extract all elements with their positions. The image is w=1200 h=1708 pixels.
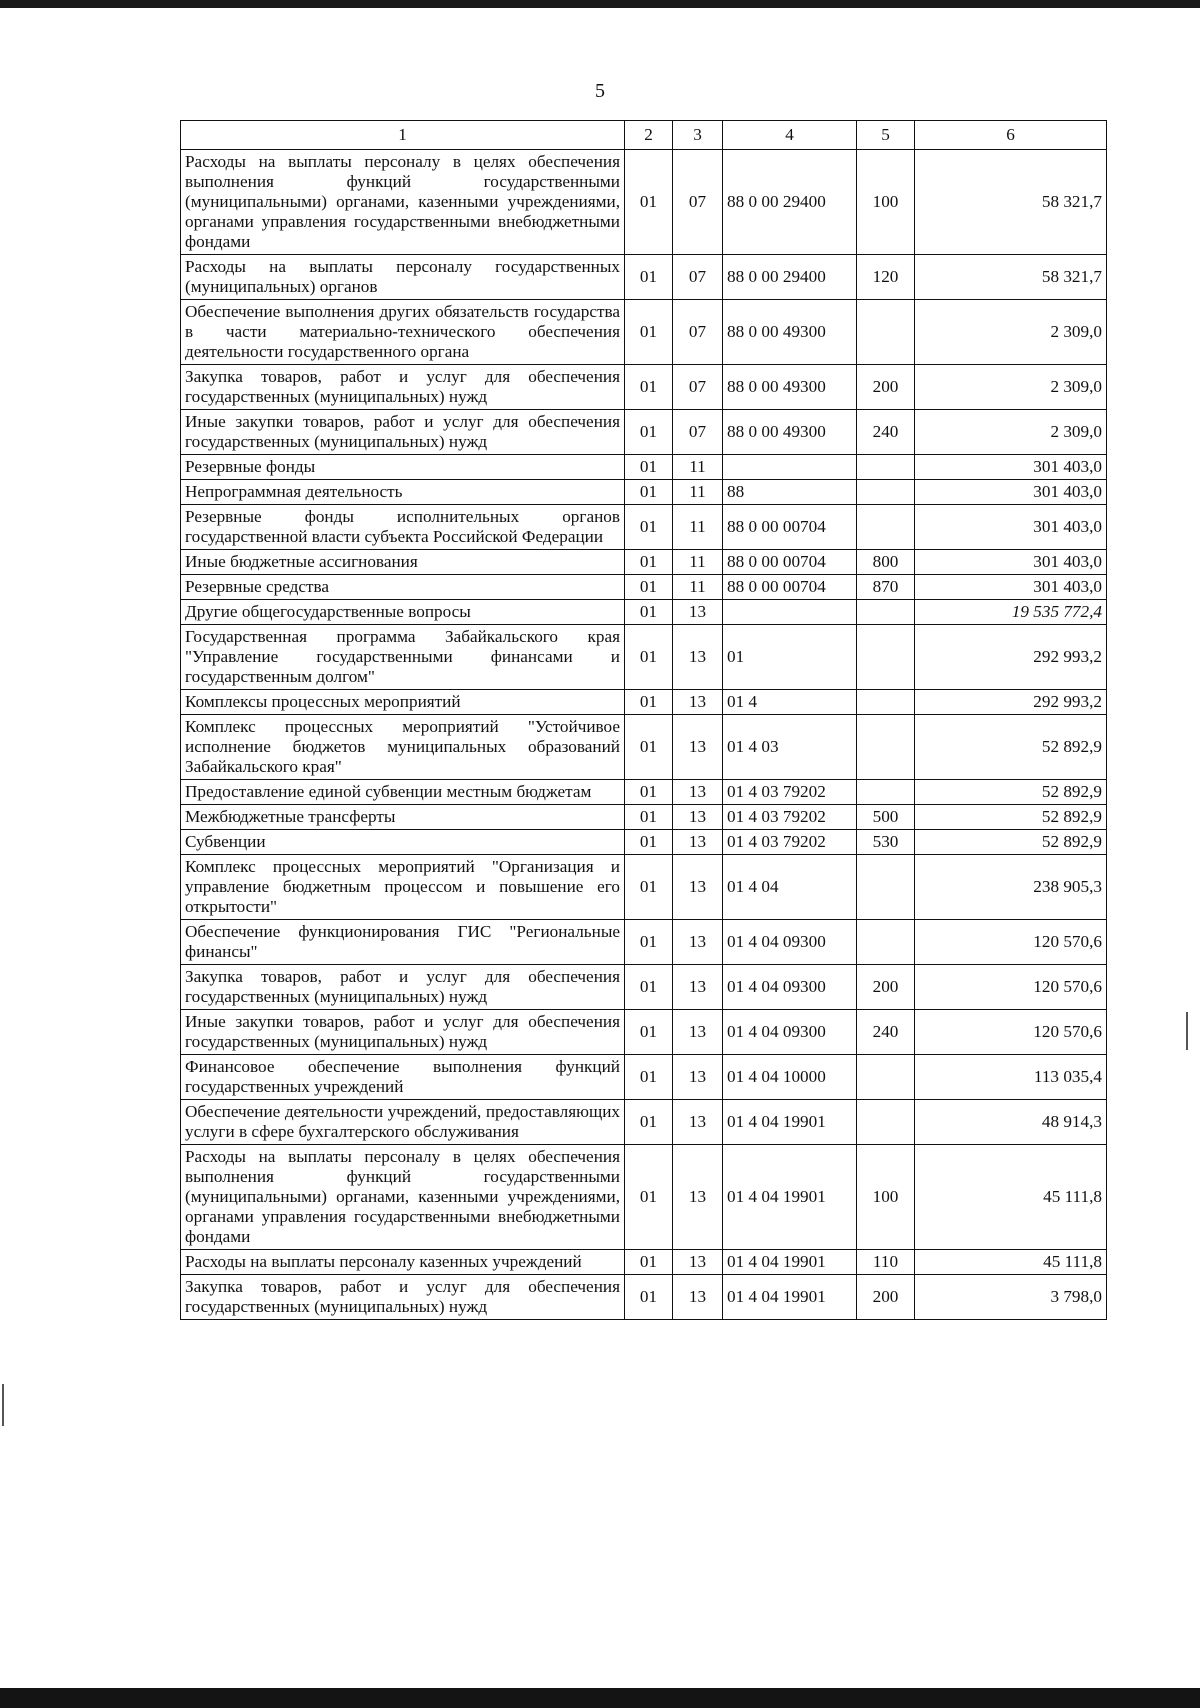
row-subsection: 07 — [673, 365, 723, 410]
row-expense-type: 100 — [857, 1145, 915, 1250]
row-amount: 238 905,3 — [915, 855, 1107, 920]
row-name: Закупка товаров, работ и услуг для обеспечения государственных (муниципальных) нужд — [181, 965, 625, 1010]
row-amount: 2 309,0 — [915, 410, 1107, 455]
row-amount: 52 892,9 — [915, 830, 1107, 855]
row-expense-type — [857, 690, 915, 715]
row-target-code: 88 0 00 00704 — [723, 550, 857, 575]
row-expense-type — [857, 715, 915, 780]
row-subsection: 13 — [673, 830, 723, 855]
table-row — [181, 830, 1107, 855]
row-subsection: 07 — [673, 300, 723, 365]
row-section: 01 — [625, 365, 673, 410]
row-name: Государственная программа Забайкальского края "Управление государственными финансами и государственным долгом" — [181, 625, 625, 690]
table-row — [181, 365, 1107, 410]
row-amount: 52 892,9 — [915, 805, 1107, 830]
row-name: Расходы на выплаты персоналу в целях обеспечения выполнения функций государственными (муниципальными) органами, казенными учреждениями, органами управления государственными внебюджетными фондами — [181, 150, 625, 255]
row-subsection: 13 — [673, 690, 723, 715]
row-expense-type — [857, 480, 915, 505]
header-col-4: 4 — [723, 121, 857, 150]
table-row — [181, 1250, 1107, 1275]
row-name: Обеспечение деятельности учреждений, предоставляющих услуги в сфере бухгалтерского обслуживания — [181, 1100, 625, 1145]
row-amount: 301 403,0 — [915, 480, 1107, 505]
table-row — [181, 715, 1107, 780]
row-section: 01 — [625, 255, 673, 300]
table-row — [181, 965, 1107, 1010]
row-section: 01 — [625, 1010, 673, 1055]
table-row — [181, 150, 1107, 255]
row-name: Иные бюджетные ассигнования — [181, 550, 625, 575]
row-name: Обеспечение выполнения других обязательств государства в части материально-технического обеспечения деятельности государственного органа — [181, 300, 625, 365]
row-target-code: 88 0 00 00704 — [723, 575, 857, 600]
row-amount: 292 993,2 — [915, 690, 1107, 715]
row-expense-type: 530 — [857, 830, 915, 855]
row-section: 01 — [625, 575, 673, 600]
row-section: 01 — [625, 480, 673, 505]
row-subsection: 11 — [673, 505, 723, 550]
row-expense-type: 110 — [857, 1250, 915, 1275]
row-amount: 52 892,9 — [915, 780, 1107, 805]
row-expense-type: 100 — [857, 150, 915, 255]
row-expense-type — [857, 780, 915, 805]
table-row — [181, 1010, 1107, 1055]
row-name: Предоставление единой субвенции местным бюджетам — [181, 780, 625, 805]
table-row — [181, 455, 1107, 480]
row-section: 01 — [625, 150, 673, 255]
row-target-code: 01 — [723, 625, 857, 690]
row-expense-type: 200 — [857, 1275, 915, 1320]
row-name: Иные закупки товаров, работ и услуг для обеспечения государственных (муниципальных) нужд — [181, 1010, 625, 1055]
row-section: 01 — [625, 455, 673, 480]
table-row — [181, 1145, 1107, 1250]
row-section: 01 — [625, 1100, 673, 1145]
row-name: Финансовое обеспечение выполнения функций государственных учреждений — [181, 1055, 625, 1100]
row-expense-type — [857, 505, 915, 550]
row-target-code: 88 0 00 00704 — [723, 505, 857, 550]
table-row — [181, 1275, 1107, 1320]
row-name: Резервные фонды исполнительных органов государственной власти субъекта Российской Федерации — [181, 505, 625, 550]
row-name: Межбюджетные трансферты — [181, 805, 625, 830]
row-expense-type — [857, 625, 915, 690]
row-name: Закупка товаров, работ и услуг для обеспечения государственных (муниципальных) нужд — [181, 1275, 625, 1320]
scan-border-top — [0, 0, 1200, 8]
row-section: 01 — [625, 625, 673, 690]
row-expense-type — [857, 600, 915, 625]
row-expense-type: 120 — [857, 255, 915, 300]
row-amount: 2 309,0 — [915, 365, 1107, 410]
row-subsection: 13 — [673, 1010, 723, 1055]
row-amount: 19 535 772,4 — [915, 600, 1107, 625]
table-row — [181, 690, 1107, 715]
row-target-code: 88 0 00 29400 — [723, 150, 857, 255]
table-row — [181, 505, 1107, 550]
table-body — [181, 150, 1107, 1320]
table-row — [181, 855, 1107, 920]
row-amount: 301 403,0 — [915, 550, 1107, 575]
row-section: 01 — [625, 805, 673, 830]
header-col-6: 6 — [915, 121, 1107, 150]
row-expense-type — [857, 455, 915, 480]
row-section: 01 — [625, 690, 673, 715]
header-col-1: 1 — [181, 121, 625, 150]
row-target-code: 01 4 — [723, 690, 857, 715]
row-section: 01 — [625, 1055, 673, 1100]
row-name: Субвенции — [181, 830, 625, 855]
scan-mark-right — [1186, 1012, 1188, 1050]
row-amount: 52 892,9 — [915, 715, 1107, 780]
row-subsection: 13 — [673, 855, 723, 920]
table-row — [181, 550, 1107, 575]
row-amount: 301 403,0 — [915, 505, 1107, 550]
row-subsection: 11 — [673, 550, 723, 575]
row-expense-type: 200 — [857, 965, 915, 1010]
row-section: 01 — [625, 715, 673, 780]
row-name: Закупка товаров, работ и услуг для обеспечения государственных (муниципальных) нужд — [181, 365, 625, 410]
row-amount: 301 403,0 — [915, 455, 1107, 480]
table-row — [181, 1055, 1107, 1100]
row-target-code: 01 4 03 79202 — [723, 830, 857, 855]
row-target-code: 01 4 04 — [723, 855, 857, 920]
row-subsection: 13 — [673, 1145, 723, 1250]
scan-mark-left — [2, 1384, 4, 1426]
row-target-code: 88 0 00 49300 — [723, 300, 857, 365]
row-name: Иные закупки товаров, работ и услуг для обеспечения государственных (муниципальных) нужд — [181, 410, 625, 455]
row-subsection: 13 — [673, 1250, 723, 1275]
row-subsection: 07 — [673, 255, 723, 300]
table-row — [181, 920, 1107, 965]
row-amount: 2 309,0 — [915, 300, 1107, 365]
row-section: 01 — [625, 965, 673, 1010]
row-subsection: 13 — [673, 780, 723, 805]
row-expense-type: 240 — [857, 1010, 915, 1055]
row-name: Расходы на выплаты персоналу казенных учреждений — [181, 1250, 625, 1275]
row-target-code — [723, 455, 857, 480]
row-subsection: 11 — [673, 480, 723, 505]
table-row — [181, 780, 1107, 805]
row-subsection: 13 — [673, 625, 723, 690]
row-subsection: 13 — [673, 1055, 723, 1100]
row-name: Расходы на выплаты персоналу в целях обеспечения выполнения функций государственными (муниципальными) органами, казенными учреждениями, органами управления государственными внебюджетными фондами — [181, 1145, 625, 1250]
row-expense-type — [857, 1100, 915, 1145]
row-expense-type — [857, 300, 915, 365]
row-expense-type: 240 — [857, 410, 915, 455]
table-row — [181, 480, 1107, 505]
row-section: 01 — [625, 855, 673, 920]
row-target-code: 01 4 04 19901 — [723, 1100, 857, 1145]
table-row — [181, 1100, 1107, 1145]
row-subsection: 11 — [673, 455, 723, 480]
table-row — [181, 575, 1107, 600]
row-section: 01 — [625, 1145, 673, 1250]
header-row — [181, 121, 1107, 150]
row-subsection: 13 — [673, 920, 723, 965]
row-section: 01 — [625, 300, 673, 365]
row-expense-type — [857, 855, 915, 920]
row-name: Расходы на выплаты персоналу государственных (муниципальных) органов — [181, 255, 625, 300]
row-expense-type: 200 — [857, 365, 915, 410]
table-row — [181, 805, 1107, 830]
budget-table — [180, 120, 1107, 1320]
header-col-3: 3 — [673, 121, 723, 150]
row-subsection: 13 — [673, 805, 723, 830]
table-row — [181, 410, 1107, 455]
row-subsection: 13 — [673, 600, 723, 625]
row-section: 01 — [625, 1275, 673, 1320]
header-col-5: 5 — [857, 121, 915, 150]
row-amount: 120 570,6 — [915, 920, 1107, 965]
row-subsection: 13 — [673, 1275, 723, 1320]
row-name: Другие общегосударственные вопросы — [181, 600, 625, 625]
row-amount: 48 914,3 — [915, 1100, 1107, 1145]
row-target-code: 88 0 00 49300 — [723, 410, 857, 455]
page-number: 5 — [595, 80, 605, 102]
scan-border-bottom — [0, 1688, 1200, 1708]
row-target-code: 88 — [723, 480, 857, 505]
row-amount: 45 111,8 — [915, 1250, 1107, 1275]
row-name: Обеспечение функционирования ГИС "Региональные финансы" — [181, 920, 625, 965]
row-amount: 45 111,8 — [915, 1145, 1107, 1250]
row-target-code: 01 4 04 09300 — [723, 1010, 857, 1055]
row-amount: 301 403,0 — [915, 575, 1107, 600]
row-target-code: 01 4 04 19901 — [723, 1275, 857, 1320]
row-name: Резервные средства — [181, 575, 625, 600]
row-target-code: 01 4 04 09300 — [723, 965, 857, 1010]
row-section: 01 — [625, 410, 673, 455]
row-amount: 292 993,2 — [915, 625, 1107, 690]
row-name: Комплекс процессных мероприятий "Устойчивое исполнение бюджетов муниципальных образований Забайкальского края" — [181, 715, 625, 780]
row-target-code: 01 4 04 19901 — [723, 1250, 857, 1275]
row-expense-type: 800 — [857, 550, 915, 575]
row-name: Резервные фонды — [181, 455, 625, 480]
row-target-code: 01 4 04 19901 — [723, 1145, 857, 1250]
header-col-2: 2 — [625, 121, 673, 150]
row-target-code: 01 4 03 — [723, 715, 857, 780]
row-amount: 3 798,0 — [915, 1275, 1107, 1320]
row-target-code: 01 4 03 79202 — [723, 805, 857, 830]
row-target-code: 88 0 00 49300 — [723, 365, 857, 410]
row-amount: 120 570,6 — [915, 1010, 1107, 1055]
row-target-code: 01 4 04 10000 — [723, 1055, 857, 1100]
row-expense-type — [857, 920, 915, 965]
row-subsection: 13 — [673, 965, 723, 1010]
row-name: Комплексы процессных мероприятий — [181, 690, 625, 715]
table-row — [181, 255, 1107, 300]
row-amount: 113 035,4 — [915, 1055, 1107, 1100]
row-target-code: 01 4 03 79202 — [723, 780, 857, 805]
table-row — [181, 600, 1107, 625]
table-row — [181, 625, 1107, 690]
row-target-code: 88 0 00 29400 — [723, 255, 857, 300]
row-subsection: 13 — [673, 715, 723, 780]
row-expense-type: 870 — [857, 575, 915, 600]
row-section: 01 — [625, 505, 673, 550]
row-section: 01 — [625, 780, 673, 805]
row-subsection: 07 — [673, 410, 723, 455]
table-row — [181, 300, 1107, 365]
row-amount: 58 321,7 — [915, 150, 1107, 255]
row-target-code — [723, 600, 857, 625]
row-section: 01 — [625, 830, 673, 855]
row-section: 01 — [625, 920, 673, 965]
row-target-code: 01 4 04 09300 — [723, 920, 857, 965]
row-section: 01 — [625, 1250, 673, 1275]
row-expense-type — [857, 1055, 915, 1100]
row-name: Непрограммная деятельность — [181, 480, 625, 505]
row-section: 01 — [625, 600, 673, 625]
row-section: 01 — [625, 550, 673, 575]
row-subsection: 13 — [673, 1100, 723, 1145]
row-expense-type: 500 — [857, 805, 915, 830]
row-name: Комплекс процессных мероприятий "Организация и управление бюджетным процессом и повышение его открытости" — [181, 855, 625, 920]
row-subsection: 11 — [673, 575, 723, 600]
row-amount: 58 321,7 — [915, 255, 1107, 300]
row-amount: 120 570,6 — [915, 965, 1107, 1010]
row-subsection: 07 — [673, 150, 723, 255]
